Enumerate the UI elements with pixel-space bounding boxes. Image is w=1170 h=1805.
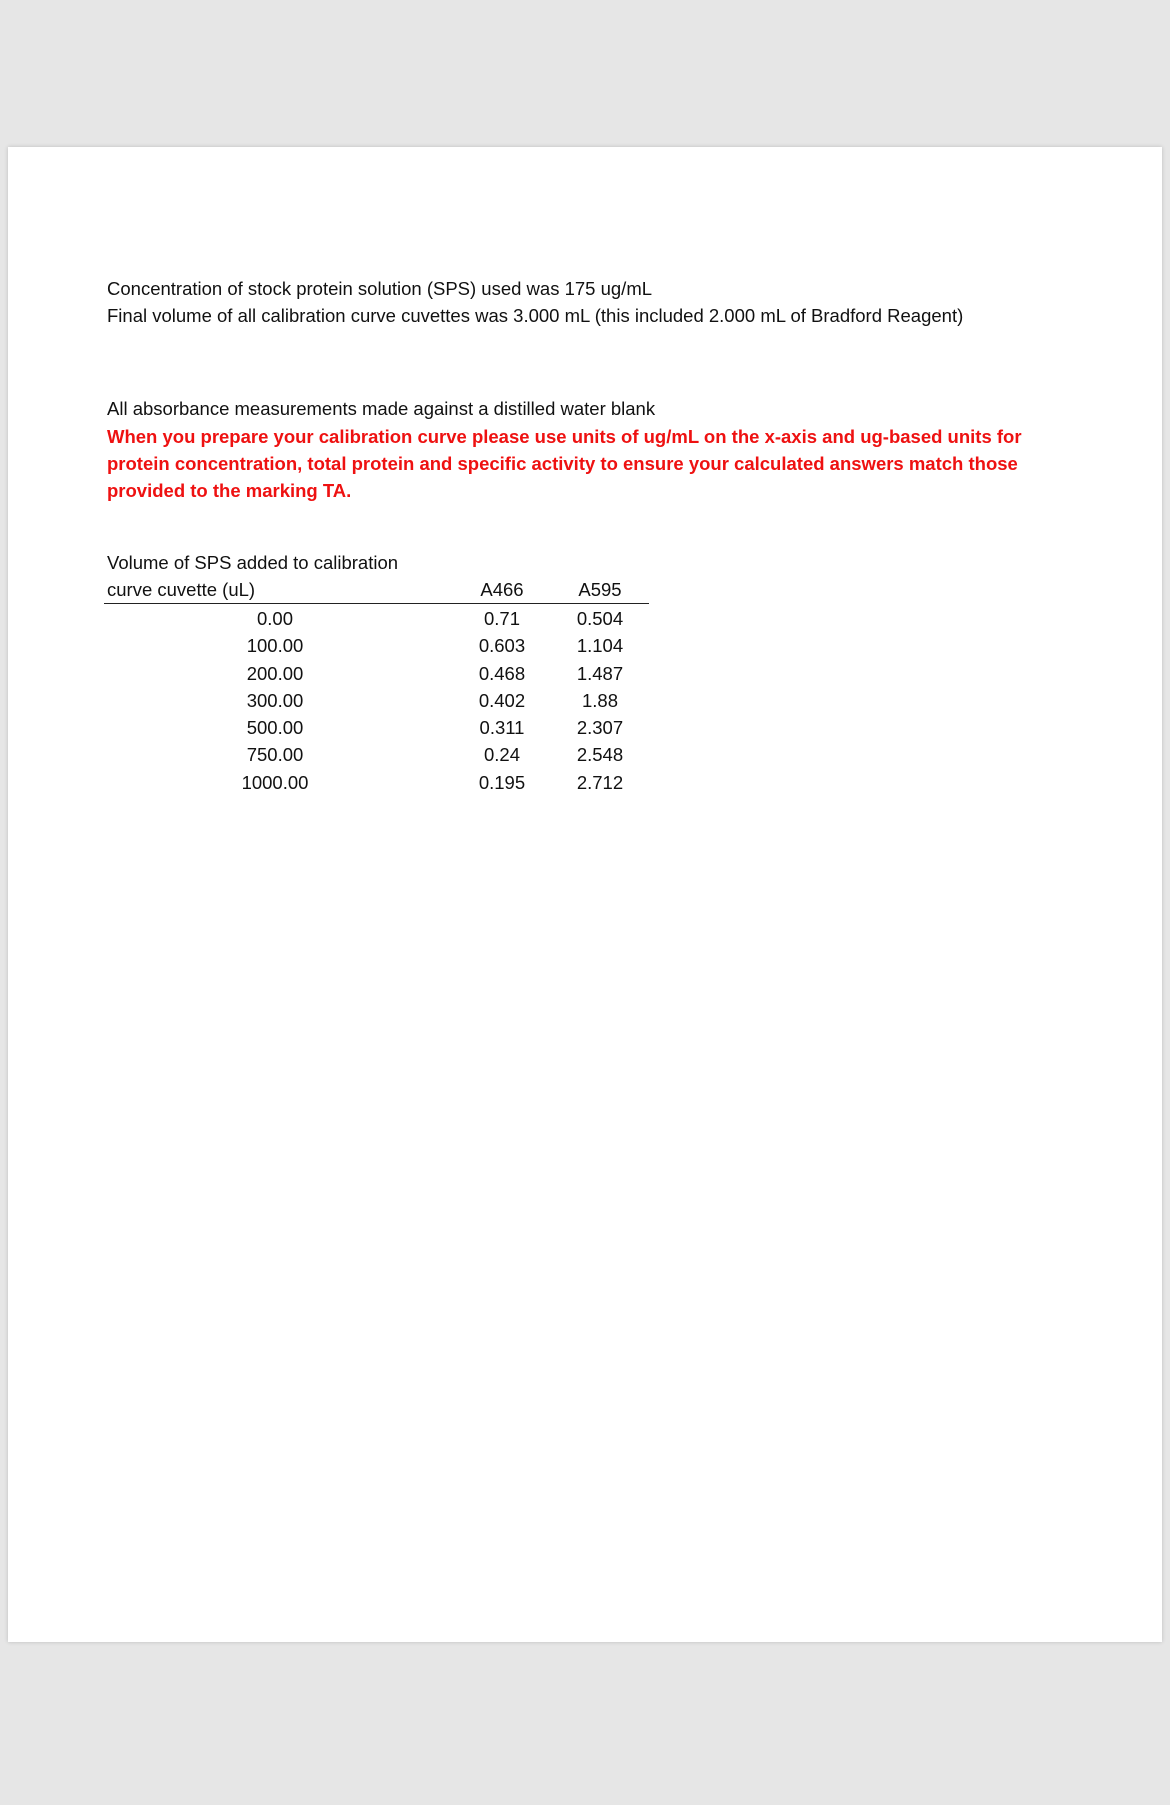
a595-cell: 1.88 <box>581 689 618 711</box>
table-row <box>104 741 649 768</box>
table-body <box>104 604 649 796</box>
table-header <box>104 549 649 604</box>
a466-cell: 0.195 <box>478 771 526 793</box>
a595-cell: 1.487 <box>576 662 624 684</box>
table-row <box>104 714 649 741</box>
table-row <box>104 605 649 632</box>
absorbance-table <box>104 549 649 796</box>
volume-column-header: Volume of SPS added to calibration curve cuvette (uL) <box>107 552 399 600</box>
a466-cell: 0.402 <box>478 689 526 711</box>
warning-text-line-1: When you prepare your calibration curve please use units of ug/mL on the x-axis and ug-based units for <box>107 426 1022 447</box>
a595-cell: 2.548 <box>576 744 624 766</box>
a466-cell: 0.603 <box>478 635 526 657</box>
warning-text-line-2: protein concentration, total protein and specific activity to ensure your calculated answers match those <box>107 453 1018 474</box>
table-row <box>104 632 649 659</box>
a595-column-header: A595 <box>578 579 622 600</box>
stock-concentration-text: Concentration of stock protein solution (SPS) used was 175 ug/mL <box>107 278 653 299</box>
volume-cell: 0.00 <box>256 608 293 629</box>
warning-text-line-3: provided to the marking TA. <box>107 480 352 501</box>
a595-cell: 2.307 <box>576 717 624 739</box>
final-volume-text: Final volume of all calibration curve cuvettes was 3.000 mL (this included 2.000 mL of Bradford Reagent) <box>107 305 964 326</box>
volume-cell: 500.00 <box>246 717 304 739</box>
document-page <box>8 147 1162 1642</box>
a466-column-header: A466 <box>480 579 524 600</box>
table-row <box>104 687 649 714</box>
a466-cell: 0.311 <box>479 717 525 739</box>
volume-cell: 750.00 <box>246 744 304 766</box>
a466-cell: 0.71 <box>483 608 520 629</box>
a595-cell: 1.104 <box>576 635 624 657</box>
a466-cell: 0.468 <box>478 662 526 684</box>
table-row <box>104 769 649 796</box>
a595-cell: 2.712 <box>576 771 624 793</box>
volume-cell: 300.00 <box>246 689 304 711</box>
table-row <box>104 660 649 687</box>
blank-note-text: All absorbance measurements made against a distilled water blank <box>107 398 656 419</box>
a466-cell: 0.24 <box>483 744 520 766</box>
volume-cell: 1000.00 <box>241 771 309 793</box>
volume-cell: 200.00 <box>246 662 304 684</box>
a595-cell: 0.504 <box>576 608 624 629</box>
volume-cell: 100.00 <box>246 635 304 657</box>
